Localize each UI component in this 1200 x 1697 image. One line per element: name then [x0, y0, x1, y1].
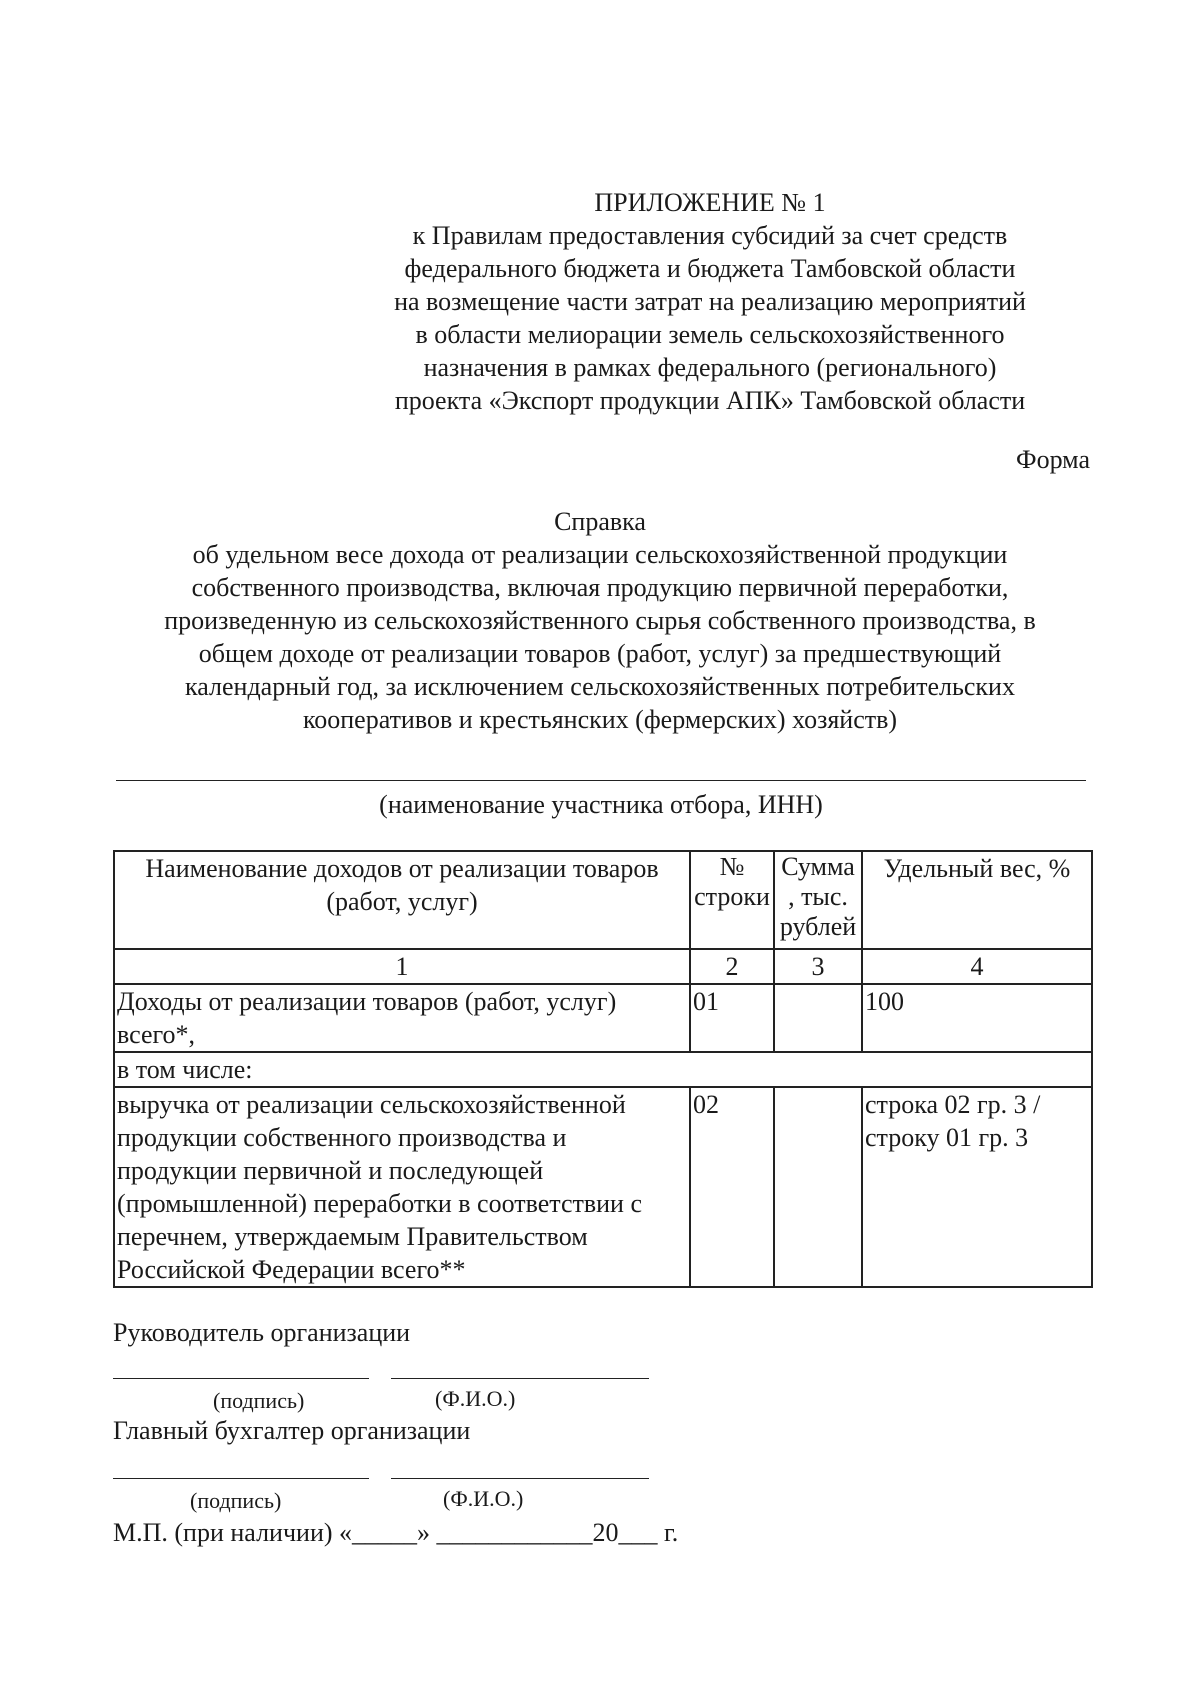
document-subtitle-line: об удельном весе дохода от реализации сельскохозяйственной продукции: [192, 540, 1008, 569]
document-subtitle-line: произведенную из сельскохозяйственного сырья собственного производства, в: [164, 606, 1036, 635]
document-subtitle-line: общем доходе от реализации товаров (работ, услуг) за предшествующий: [198, 639, 1002, 668]
accountant-fio-line[interactable]: [391, 1478, 649, 1479]
head-signature-line[interactable]: [113, 1378, 369, 1379]
accountant-signature-line[interactable]: [113, 1478, 369, 1479]
row1-share: 100: [862, 984, 1092, 1052]
appendix-title: ПРИЛОЖЕНИЕ № 1: [594, 188, 826, 217]
row1-name: Доходы от реализации товаров (работ, услуг) всего*,: [114, 984, 690, 1052]
column-number: 1: [114, 949, 690, 984]
row2-share: строка 02 гр. 3 / строку 01 гр. 3: [862, 1087, 1092, 1287]
head-fio-label: (Ф.И.О.): [435, 1386, 516, 1411]
row1-sum[interactable]: [774, 984, 862, 1052]
form-label: Форма: [1016, 445, 1090, 474]
document-subtitle-line: собственного производства, включая продукцию первичной переработки,: [191, 573, 1009, 602]
participant-field-line[interactable]: [116, 780, 1086, 781]
table-row: [114, 1087, 1092, 1287]
appendix-header: [330, 186, 1090, 417]
table-column-numbers-row: [114, 949, 1092, 984]
header-income-name: Наименование доходов от реализации товаров (работ, услуг): [114, 851, 690, 949]
row2-name: выручка от реализации сельскохозяйственной продукции собственного производства и продукции первичной и последующей (промышленной) переработки в соответствии с перечнем, утверждаемым Правительством Российской Федерации всего**: [114, 1087, 690, 1287]
header-sum: Сумма , тыс. рублей: [774, 851, 862, 949]
table-header-row: [114, 851, 1092, 949]
appendix-line: на возмещение части затрат на реализацию мероприятий: [394, 287, 1026, 316]
column-number: 2: [690, 949, 774, 984]
column-number: 4: [862, 949, 1092, 984]
document-title-block: [110, 505, 1090, 736]
document-subtitle-line: календарный год, за исключением сельскохозяйственных потребительских: [185, 672, 1015, 701]
head-signature-label: (подпись): [213, 1388, 305, 1413]
stamp-date-line: М.П. (при наличии) «_____» ____________20___ г.: [113, 1518, 679, 1547]
including-label: в том числе:: [114, 1052, 1092, 1087]
participant-caption: (наименование участника отбора, ИНН): [379, 790, 823, 819]
table-subheader-row: [114, 1052, 1092, 1087]
accountant-fio-label: (Ф.И.О.): [443, 1486, 524, 1511]
appendix-line: в области мелиорации земель сельскохозяйственного: [415, 320, 1005, 349]
accountant-title: Главный бухгалтер организации: [113, 1416, 471, 1445]
document-subtitle-line: кооперативов и крестьянских (фермерских) хозяйств): [302, 705, 898, 734]
row2-number: 02: [690, 1087, 774, 1287]
header-share: Удельный вес, %: [862, 851, 1092, 949]
appendix-line: назначения в рамках федерального (регионального): [423, 353, 997, 382]
row1-number: 01: [690, 984, 774, 1052]
column-number: 3: [774, 949, 862, 984]
head-title: Руководитель организации: [113, 1318, 411, 1347]
head-fio-line[interactable]: [391, 1378, 649, 1379]
header-row-number: № строки: [690, 851, 774, 949]
appendix-line: федерального бюджета и бюджета Тамбовской области: [404, 254, 1016, 283]
appendix-line: проекта «Экспорт продукции АПК» Тамбовской области: [394, 386, 1026, 415]
accountant-signature-label: (подпись): [190, 1488, 282, 1513]
table-row: [114, 984, 1092, 1052]
appendix-line: к Правилам предоставления субсидий за счет средств: [412, 221, 1008, 250]
document-title: Справка: [554, 507, 646, 536]
income-table: [113, 850, 1093, 1288]
row2-sum[interactable]: [774, 1087, 862, 1287]
